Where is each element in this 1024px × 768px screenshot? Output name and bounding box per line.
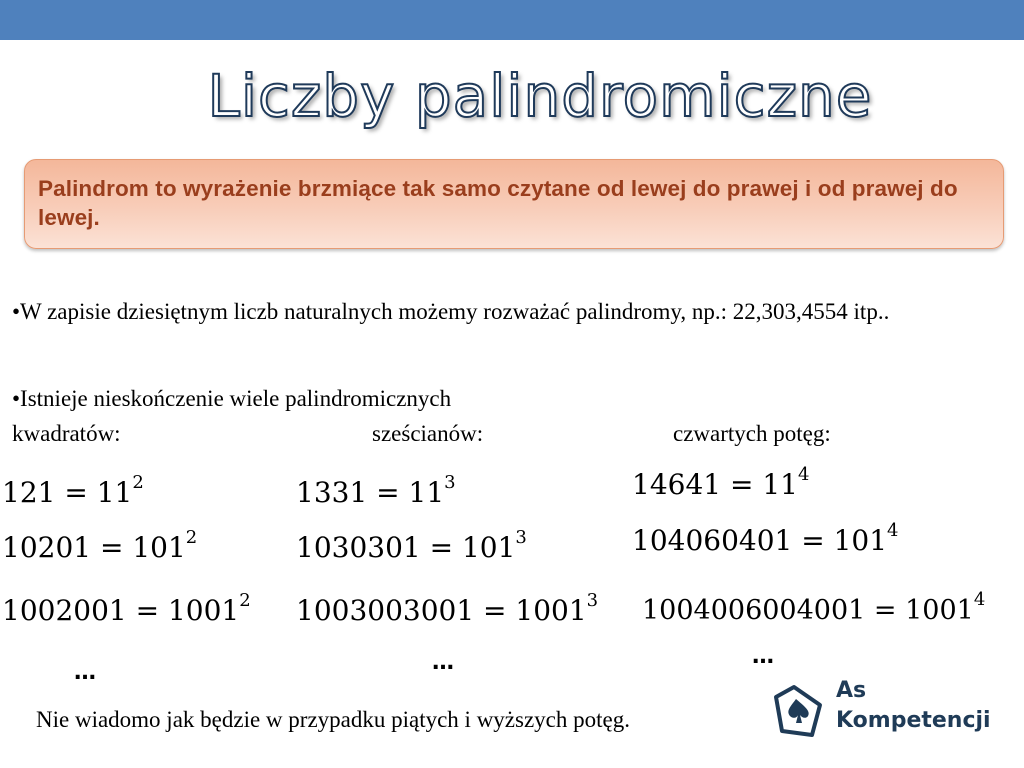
- ellipsis-fourth-powers: …: [752, 644, 775, 669]
- label-squares: kwadratów:: [12, 421, 121, 446]
- logo-text: [836, 676, 991, 736]
- definition-text: Palindrom to wyrażenie brzmiące tak samo czytane od lewej do prawej i od prawej do lewej.: [38, 176, 958, 230]
- label-fourth-powers: czwartych potęg:: [673, 421, 831, 446]
- top-bar: [0, 0, 1024, 40]
- logo-line-1: As: [836, 678, 867, 703]
- equation-square: $121 = 11^2$: [2, 471, 144, 509]
- equation-cube: $1030301 = 101^3$: [296, 526, 527, 564]
- ellipsis-cubes: …: [432, 650, 455, 675]
- equation-fourth-power: $1004006004001 = 1001^4$: [642, 589, 986, 626]
- label-cubes: sześcianów:: [372, 421, 484, 446]
- ellipsis-squares: …: [74, 660, 97, 685]
- footnote: Nie wiadomo jak będzie w przypadku piątych i wyższych potęg.: [36, 707, 630, 732]
- equation-square: $10201 = 101^2$: [2, 526, 198, 564]
- equation-fourth-power: $104060401 = 101^4$: [632, 519, 899, 557]
- slide-title: Liczby palindromiczne: [207, 62, 873, 130]
- paragraph-infinite-palindromes: •Istnieje nieskończenie wiele palindromicznych: [12, 386, 452, 411]
- spade-icon: [788, 699, 808, 723]
- logo-line-2: Kompetencji: [836, 708, 991, 733]
- paragraph-decimal-palindromes: •W zapisie dziesiętnym liczb naturalnych możemy rozważać palindromy, np.: 22,303,4554 itp..: [12, 299, 890, 324]
- equation-cube: $1331 = 11^3$: [296, 471, 456, 509]
- equation-square: $1002001 = 1001^2$: [2, 589, 251, 627]
- equation-fourth-power: $14641 = 11^4$: [632, 463, 810, 501]
- equation-cube: $1003003001 = 1001^3$: [296, 589, 599, 627]
